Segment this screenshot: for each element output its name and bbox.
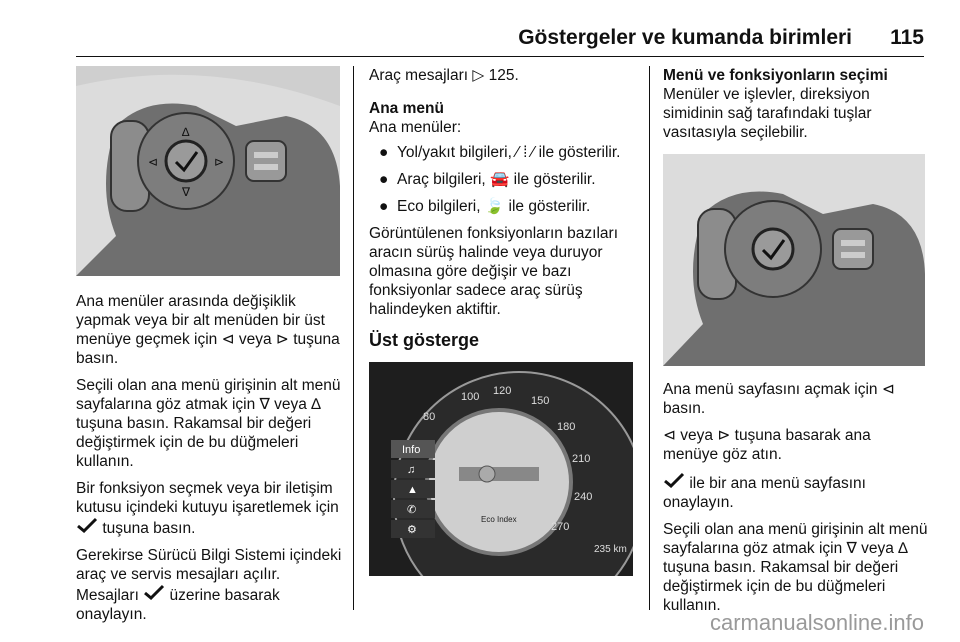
col3-paragraph-4 <box>663 472 929 512</box>
list-item: ● Yol/yakıt bilgileri, ⁄ ⁞ ⁄ ile gösterilir. <box>379 144 621 161</box>
eco-leaf-icon: 🍃 <box>484 198 505 215</box>
col1-paragraph-4 <box>76 546 344 624</box>
watermark-site: carmanualsonline.info <box>709 610 924 635</box>
svg-text:⊲: ⊲ <box>148 155 159 169</box>
col3-paragraph-1: Menüler ve işlevler, direksiyon simidinin sağ tarafındaki tuşlar vasıtasıyla seçilebilir. <box>663 86 872 141</box>
steering-wheel-photo <box>76 66 340 276</box>
svg-text:⚙: ⚙ <box>407 524 417 536</box>
steering-wheel-photo-2 <box>663 154 925 366</box>
svg-text:⊳: ⊳ <box>214 155 225 169</box>
odometer-label: 235 km <box>594 544 627 555</box>
list-item: ● Araç bilgileri, 🚘 ile gösterilir. <box>379 171 596 188</box>
car-icon: 🚘 <box>490 171 510 188</box>
speed-label: 270 <box>551 521 570 533</box>
column-1 <box>76 66 344 632</box>
check-icon <box>663 472 685 488</box>
column-divider-2 <box>649 66 650 610</box>
vehicle-messages-ref: Araç mesajları ▷ 125. <box>369 67 519 84</box>
page-header <box>0 0 960 56</box>
col1-p4-text-b: üzerine basarak onaylayın. <box>76 587 280 623</box>
speed-label: 80 <box>423 411 436 423</box>
top-display-heading: Üst gösterge <box>369 330 480 350</box>
speed-label: 150 <box>531 395 550 407</box>
header-rule <box>76 56 924 57</box>
svg-text:▲: ▲ <box>407 484 418 496</box>
col3-paragraph-2: Ana menü sayfasını açmak için ⊲ basın. <box>663 381 895 417</box>
speed-label: 180 <box>557 421 576 433</box>
svg-text:♫: ♫ <box>407 464 416 476</box>
speed-label: 100 <box>461 391 480 403</box>
col2-paragraph: Görüntülenen fonksiyonların bazıları aracın sürüş halinde veya duruyor olmasına göre değişir ve bazı fonksiyonlar sadece araç sürüş halindeyken aktiftir. <box>369 225 619 318</box>
header-title: Göstergeler ve kumanda birimleri <box>518 26 852 49</box>
page-number: 115 <box>890 26 924 49</box>
col3-p4-text: ile bir ana menü sayfasını onaylayın. <box>663 475 866 511</box>
svg-text:∆: ∆ <box>182 125 190 139</box>
info-menu-label: Info <box>402 444 421 456</box>
svg-text:✆: ✆ <box>407 504 417 516</box>
col1-p3-text-a: Bir fonksiyon seçmek veya bir iletişim kutusu içindeki kutuyu işaretlemek için <box>76 480 339 516</box>
trip-fuel-icon: ⁄ ⁞ ⁄ <box>516 144 535 161</box>
main-menu-list <box>369 143 637 216</box>
main-menu-intro: Ana menüler: <box>369 119 462 136</box>
selection-heading: Menü ve fonksiyonların seçimi <box>663 67 888 84</box>
check-icon <box>76 517 98 533</box>
col1-paragraph-3 <box>76 479 344 538</box>
column-2 <box>369 66 637 576</box>
col1-p4-text-a: Gerekirse Sürücü Bilgi Sistemi içindeki araç ve servis mesajları açılır. Mesajları <box>76 547 342 604</box>
col1-paragraph-1: Ana menüler arasında değişiklik yapmak veya bir alt menüden bir üst menüye geçmek için ⊲ veya ⊳ tuşuna basın. <box>76 293 340 367</box>
instrument-cluster-photo <box>369 362 633 576</box>
col3-paragraph-3: ⊲ veya ⊳ tuşuna basarak ana menüye göz atın. <box>663 427 871 463</box>
speed-label: 120 <box>493 385 512 397</box>
svg-text:∇: ∇ <box>182 185 191 199</box>
column-divider-1 <box>353 66 354 610</box>
check-icon <box>143 584 165 600</box>
col1-paragraph-2: Seçili olan ana menü girişinin alt menü sayfalarına göz atmak için ∇ veya ∆ tuşuna basın. Rakamsal bir değeri değiştirmek için de bu düğmeleri kullanın. <box>76 377 341 470</box>
eco-index-label: Eco Index <box>481 515 517 524</box>
col3-paragraph-5: Seçili olan ana menü girişinin alt menü sayfalarına göz atmak için ∇ veya ∆ tuşuna basın. Rakamsal bir değeri değiştirmek için de bu düğmeleri kullanın. <box>663 521 928 614</box>
list-item: ● Eco bilgileri, 🍃 ile gösterilir. <box>379 198 591 215</box>
column-3 <box>663 66 929 623</box>
speed-label: 240 <box>574 491 593 503</box>
col1-p3-text-b: tuşuna basın. <box>102 520 196 537</box>
speed-label: 210 <box>572 453 591 465</box>
main-menu-heading: Ana menü <box>369 100 444 117</box>
